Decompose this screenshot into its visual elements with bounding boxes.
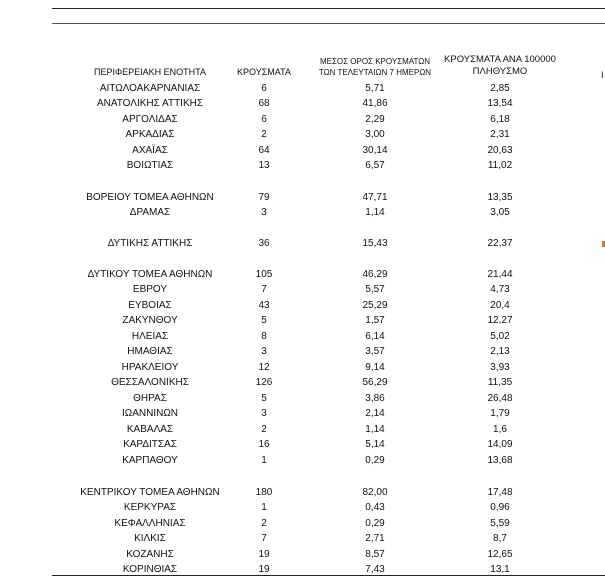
cases-per-100k-cell: 20,63 — [487, 145, 513, 156]
table-row — [0, 500, 605, 515]
region-cell: ΒΟΡΕΙΟΥ ΤΟΜΕΑ ΑΘΗΝΩΝ — [86, 192, 214, 203]
region-cell: ΚΕΝΤΡΙΚΟΥ ΤΟΜΕΑ ΑΘΗΝΩΝ — [80, 487, 220, 498]
region-cell: ΙΩΑΝΝΙΝΩΝ — [121, 408, 179, 419]
table-row — [0, 375, 605, 390]
avg-cases-cell: 2,29 — [365, 114, 385, 125]
region-cell: ΚΑΡΔΙΤΣΑΣ — [123, 439, 177, 450]
avg-cases-cell: 6,14 — [365, 331, 385, 342]
cases-per-100k-cell: 4,73 — [490, 284, 510, 295]
cases-cell: 7 — [261, 284, 267, 295]
table-row — [0, 267, 605, 282]
cases-per-100k-cell: 17,48 — [487, 487, 513, 498]
cases-per-100k-cell: 5,59 — [490, 518, 510, 529]
region-cell: ΒΟΙΩΤΙΑΣ — [126, 160, 174, 171]
table-row — [0, 422, 605, 437]
table-row — [0, 205, 605, 220]
table-row — [0, 112, 605, 127]
region-cell: ΑΝΑΤΟΛΙΚΗΣ ΑΤΤΙΚΗΣ — [96, 98, 204, 109]
cases-per-100k-cell: 2,13 — [490, 346, 510, 357]
cases-per-100k-cell: 13,1 — [490, 564, 510, 575]
region-cell: ΕΥΒΟΙΑΣ — [128, 300, 172, 311]
avg-cases-cell: 9,14 — [365, 362, 385, 373]
cases-cell: 5 — [261, 315, 267, 326]
avg-cases-cell: 2,71 — [365, 533, 385, 544]
avg-cases-cell: 15,43 — [362, 238, 388, 249]
header-avg-line1: ΜΕΣΟΣ ΟΡΟΣ ΚΡΟΥΣΜΑΤΩΝ — [319, 57, 431, 66]
avg-cases-cell: 5,14 — [365, 439, 385, 450]
region-cell: ΔΥΤΙΚΟΥ ΤΟΜΕΑ ΑΘΗΝΩΝ — [87, 269, 213, 280]
cases-cell: 180 — [255, 487, 273, 498]
cases-cell: 1 — [261, 455, 267, 466]
avg-cases-cell: 30,14 — [362, 145, 388, 156]
table-row — [0, 81, 605, 96]
header-region: ΠΕΡΙΦΕΡΕΙΑΚΗ ΕΝΟΤΗΤΑ — [93, 67, 207, 77]
region-cell: ΚΑΡΠΑΘΟΥ — [122, 455, 178, 466]
cases-cell: 2 — [261, 129, 267, 140]
header-avg-line2: ΤΩΝ ΤΕΛΕΥΤΑΙΩΝ 7 ΗΜΕΡΩΝ — [318, 68, 432, 77]
avg-cases-cell: 1,14 — [365, 207, 385, 218]
cases-cell: 3 — [261, 207, 267, 218]
avg-cases-cell: 0,29 — [365, 518, 385, 529]
region-cell: ΚΕΡΚΥΡΑΣ — [123, 502, 177, 513]
cases-cell: 13 — [258, 160, 270, 171]
cases-cell: 64 — [258, 145, 270, 156]
cases-per-100k-cell: 11,02 — [487, 160, 513, 171]
region-cell: ΗΜΑΘΙΑΣ — [127, 346, 173, 357]
table-row — [0, 190, 605, 205]
cases-cell: 6 — [261, 83, 267, 94]
cases-cell: 36 — [258, 238, 270, 249]
table-row — [0, 547, 605, 562]
region-cell: ΘΗΡΑΣ — [133, 393, 167, 404]
cases-per-100k-cell: 6,18 — [490, 114, 510, 125]
table-row — [0, 360, 605, 375]
avg-cases-cell: 41,86 — [362, 98, 388, 109]
cases-per-100k-cell: 3,93 — [490, 362, 510, 373]
region-cell: ΚΕΦΑΛΛΗΝΙΑΣ — [114, 518, 186, 529]
region-cell: ΗΛΕΙΑΣ — [131, 331, 169, 342]
region-cell: ΑΡΚΑΔΙΑΣ — [125, 129, 175, 140]
avg-cases-cell: 8,57 — [365, 549, 385, 560]
table-row — [0, 453, 605, 468]
avg-cases-cell: 82,00 — [362, 487, 388, 498]
cases-per-100k-cell: 8,7 — [493, 533, 507, 544]
cases-per-100k-cell: 13,35 — [487, 192, 513, 203]
table-row — [0, 391, 605, 406]
cases-cell: 43 — [258, 300, 270, 311]
avg-cases-cell: 3,57 — [365, 346, 385, 357]
table-row — [0, 406, 605, 421]
cases-cell: 3 — [261, 408, 267, 419]
region-cell: ΚΙΛΚΙΣ — [134, 533, 166, 544]
table-row — [0, 158, 605, 173]
cases-per-100k-cell: 2,31 — [490, 129, 510, 140]
region-cell: ΖΑΚΥΝΘΟΥ — [122, 315, 178, 326]
region-cell: ΔΡΑΜΑΣ — [129, 207, 171, 218]
cases-cell: 79 — [258, 192, 270, 203]
header-per100k-line1: ΚΡΟΥΣΜΑΤΑ ΑΝΑ 100000 — [444, 54, 556, 65]
table-row — [0, 485, 605, 500]
avg-cases-cell: 5,71 — [365, 83, 385, 94]
cases-cell: 19 — [258, 549, 270, 560]
table-row — [0, 298, 605, 313]
region-cell: ΘΕΣΣΑΛΟΝΙΚΗΣ — [111, 377, 189, 388]
avg-cases-cell: 5,57 — [365, 284, 385, 295]
cases-cell: 105 — [255, 269, 273, 280]
cases-cell: 1 — [261, 502, 267, 513]
cases-cell: 19 — [258, 564, 270, 575]
cases-per-100k-cell: 26,48 — [487, 393, 513, 404]
cases-per-100k-cell: 0,96 — [490, 502, 510, 513]
cases-per-100k-cell: 12,27 — [487, 315, 513, 326]
cases-per-100k-cell: 20,4 — [490, 300, 510, 311]
header-cases: ΚΡΟΥΣΜΑΤΑ — [237, 67, 291, 77]
region-cell: ΑΙΤΩΛΟΑΚΑΡΝΑΝΙΑΣ — [99, 83, 201, 94]
avg-cases-cell: 2,14 — [365, 408, 385, 419]
table-row — [0, 531, 605, 546]
cases-cell: 16 — [258, 439, 270, 450]
avg-cases-cell: 1,14 — [365, 424, 385, 435]
cases-per-100k-cell: 22,37 — [487, 238, 513, 249]
avg-cases-cell: 6,57 — [365, 160, 385, 171]
cases-cell: 8 — [261, 331, 267, 342]
region-cell: ΑΡΓΟΛΙΔΑΣ — [122, 114, 178, 125]
avg-cases-cell: 3,86 — [365, 393, 385, 404]
header-per100k-line2: ΠΛΗΘΥΣΜΟ — [472, 66, 528, 77]
cases-per-100k-cell: 5,02 — [490, 331, 510, 342]
avg-cases-cell: 56,29 — [362, 377, 388, 388]
avg-cases-cell: 1,57 — [365, 315, 385, 326]
region-cell: ΗΡΑΚΛΕΙΟΥ — [121, 362, 179, 373]
cases-per-100k-cell: 14,09 — [487, 439, 513, 450]
table-row — [0, 313, 605, 328]
cases-cell: 68 — [258, 98, 270, 109]
region-cell: ΑΧΑΪΑΣ — [132, 145, 168, 156]
bottom-rule — [52, 575, 605, 576]
table-row — [0, 96, 605, 111]
cut-off-header-glyph: Ι — [601, 70, 604, 80]
region-cell: ΚΑΒΑΛΑΣ — [126, 424, 174, 435]
region-cell: ΕΒΡΟΥ — [132, 284, 168, 295]
cases-per-100k-cell: 13,54 — [487, 98, 513, 109]
cases-per-100k-cell: 3,05 — [490, 207, 510, 218]
table-row — [0, 143, 605, 158]
avg-cases-cell: 46,29 — [362, 269, 388, 280]
region-cell: ΚΟΖΑΝΗΣ — [126, 549, 174, 560]
cases-cell: 7 — [261, 533, 267, 544]
cases-per-100k-cell: 1,79 — [490, 408, 510, 419]
avg-cases-cell: 0,29 — [365, 455, 385, 466]
region-cell: ΔΥΤΙΚΗΣ ΑΤΤΙΚΗΣ — [107, 238, 193, 249]
cases-cell: 2 — [261, 424, 267, 435]
cases-cell: 3 — [261, 346, 267, 357]
table-row — [0, 344, 605, 359]
cases-per-100k-cell: 11,35 — [487, 377, 513, 388]
table-row — [0, 437, 605, 452]
cases-cell: 2 — [261, 518, 267, 529]
table-row — [0, 236, 605, 251]
table-row — [0, 282, 605, 297]
cases-cell: 126 — [255, 377, 273, 388]
table-row — [0, 329, 605, 344]
cases-per-100k-cell: 13,68 — [487, 455, 513, 466]
cases-cell: 6 — [261, 114, 267, 125]
cases-per-100k-cell: 1,6 — [493, 424, 507, 435]
table-row — [0, 127, 605, 142]
table-row — [0, 516, 605, 531]
region-cell: ΚΟΡΙΝΘΙΑΣ — [122, 564, 178, 575]
cases-cell: 12 — [258, 362, 270, 373]
cases-per-100k-cell: 2,85 — [490, 83, 510, 94]
cases-per-100k-cell: 21,44 — [487, 269, 513, 280]
avg-cases-cell: 0,43 — [365, 502, 385, 513]
cases-per-100k-cell: 12,65 — [487, 549, 513, 560]
avg-cases-cell: 25,29 — [362, 300, 388, 311]
avg-cases-cell: 47,71 — [362, 192, 388, 203]
avg-cases-cell: 3,00 — [365, 129, 385, 140]
cases-cell: 5 — [261, 393, 267, 404]
avg-cases-cell: 7,43 — [365, 564, 385, 575]
